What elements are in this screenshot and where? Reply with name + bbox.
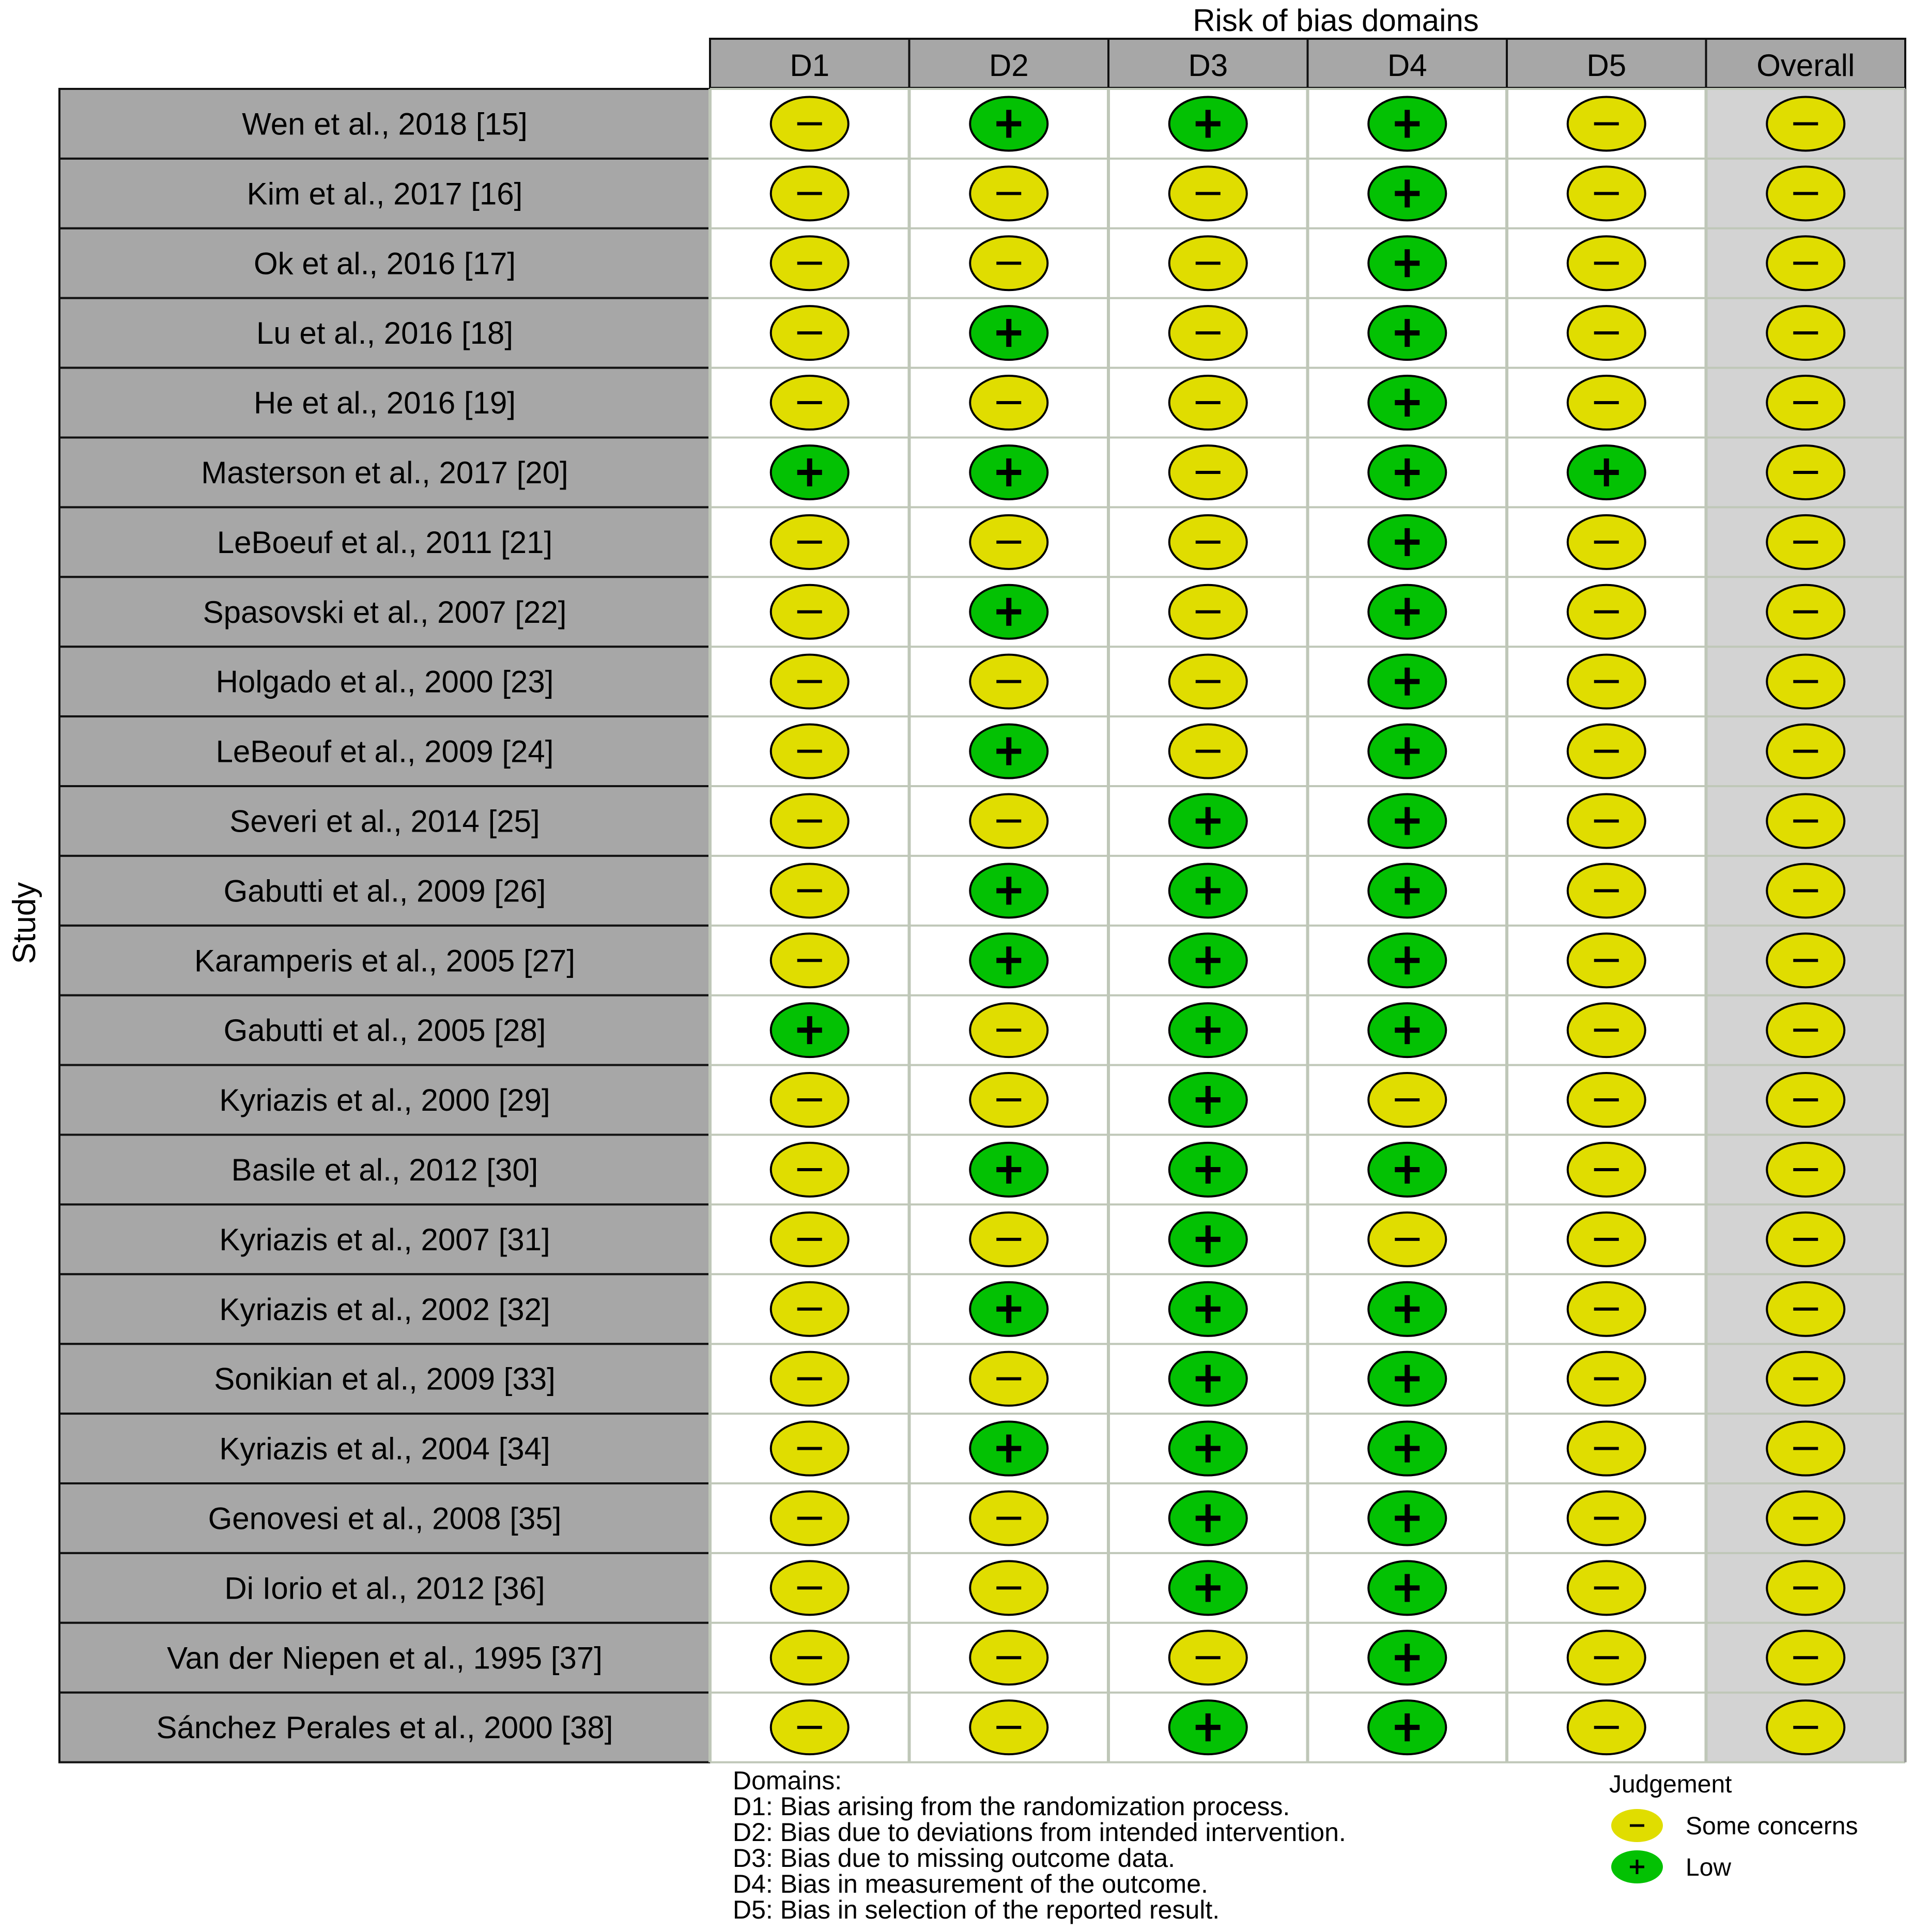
y-axis-label: Study xyxy=(7,882,42,964)
study-label: Kyriazis et al., 2000 [29] xyxy=(219,1083,550,1118)
domain-description: D1: Bias arising from the randomization process. xyxy=(733,1792,1290,1821)
domain-description: D3: Bias due to missing outcome data. xyxy=(733,1844,1176,1873)
study-label: Gabutti et al., 2009 [26] xyxy=(223,873,546,909)
column-header-d5: D5 xyxy=(1586,48,1627,83)
study-label: Spasovski et al., 2007 [22] xyxy=(203,594,567,630)
legend-label: Low xyxy=(1686,1854,1732,1881)
column-header-d4: D4 xyxy=(1387,48,1427,83)
study-label: Sánchez Perales et al., 2000 [38] xyxy=(156,1710,613,1745)
study-label: Basile et al., 2012 [30] xyxy=(231,1152,538,1187)
study-label: Kyriazis et al., 2004 [34] xyxy=(219,1431,550,1466)
study-label: Van der Niepen et al., 1995 [37] xyxy=(167,1640,603,1676)
study-label: Di Iorio et al., 2012 [36] xyxy=(224,1571,545,1606)
study-label: Lu et al., 2016 [18] xyxy=(256,316,514,351)
legend xyxy=(1611,1809,1858,1883)
column-header-d2: D2 xyxy=(989,48,1029,83)
study-label: Sonikian et al., 2009 [33] xyxy=(214,1361,556,1397)
study-label: Severi et al., 2014 [25] xyxy=(229,804,540,839)
study-label: Holgado et al., 2000 [23] xyxy=(215,664,554,699)
domain-description: D4: Bias in measurement of the outcome. xyxy=(733,1869,1208,1898)
legend-title: Judgement xyxy=(1609,1771,1732,1798)
study-label: Masterson et al., 2017 [20] xyxy=(201,455,568,490)
column-header-d3: D3 xyxy=(1188,48,1228,83)
study-label: Gabutti et al., 2005 [28] xyxy=(223,1013,546,1048)
study-label: Karamperis et al., 2005 [27] xyxy=(194,943,576,978)
study-label: Genovesi et al., 2008 [35] xyxy=(208,1501,562,1536)
legend-label: Some concerns xyxy=(1686,1813,1858,1840)
study-label: He et al., 2016 [19] xyxy=(253,386,516,421)
column-header-overall: Overall xyxy=(1756,48,1855,83)
column-header-d1: D1 xyxy=(790,48,830,83)
study-label: Wen et al., 2018 [15] xyxy=(242,106,528,142)
study-label: Ok et al., 2016 [17] xyxy=(254,246,516,281)
domains-title: Domains: xyxy=(733,1766,842,1795)
domain-description: D5: Bias in selection of the reported result. xyxy=(733,1895,1220,1924)
study-label: Kyriazis et al., 2002 [32] xyxy=(219,1292,550,1327)
study-label: LeBoeuf et al., 2011 [21] xyxy=(217,525,553,560)
chart-title: Risk of bias domains xyxy=(1193,3,1479,38)
study-label: LeBeouf et al., 2009 [24] xyxy=(215,734,554,769)
study-label: Kim et al., 2017 [16] xyxy=(246,176,523,211)
domain-description: D2: Bias due to deviations from intended intervention. xyxy=(733,1818,1346,1847)
study-label: Kyriazis et al., 2007 [31] xyxy=(219,1222,550,1257)
